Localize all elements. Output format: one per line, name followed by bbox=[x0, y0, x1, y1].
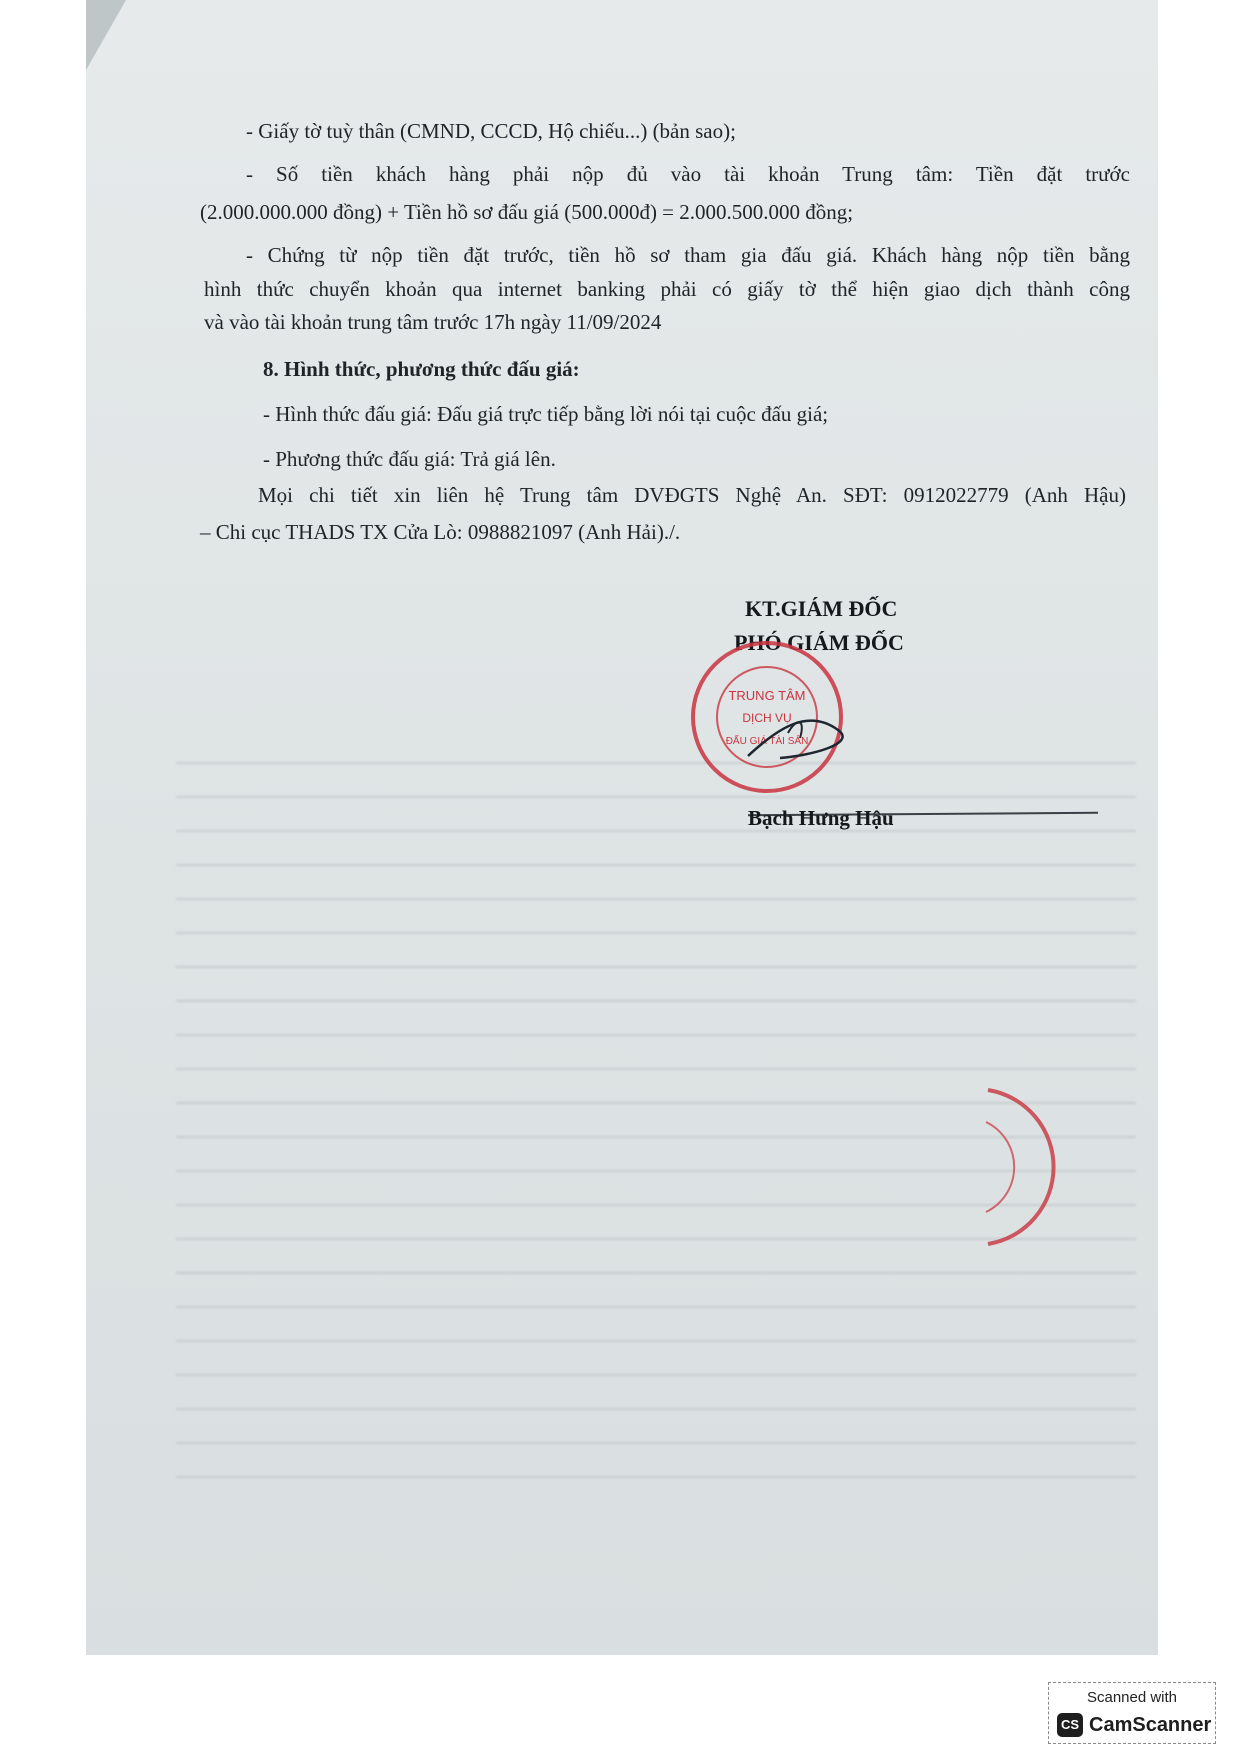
scanned-page bbox=[86, 0, 1158, 1655]
contact-line2: – Chi cục THADS TX Cửa Lò: 0988821097 (Anh Hải)./. bbox=[200, 520, 681, 544]
paragraph-deposit-line1: - Số tiền khách hàng phải nộp đủ vào tài khoản Trung tâm: Tiền đặt trước bbox=[246, 162, 1130, 186]
contact-line1: Mọi chi tiết xin liên hệ Trung tâm DVĐGTS Nghệ An. SĐT: 0912022779 (Anh Hậu) bbox=[258, 483, 1126, 507]
camscanner-badge bbox=[1048, 1682, 1216, 1744]
auction-form: - Hình thức đấu giá: Đấu giá trực tiếp bằng lời nói tại cuộc đấu giá; bbox=[263, 402, 829, 426]
paragraph-proof-line2: hình thức chuyển khoản qua internet banking phải có giấy tờ thể hiện giao dịch thành công bbox=[204, 277, 1130, 301]
badge-app-name: CamScanner bbox=[1089, 1714, 1212, 1736]
official-red-stamp bbox=[688, 638, 846, 796]
paragraph-proof-line1: - Chứng từ nộp tiền đặt trước, tiền hồ sơ tham gia đấu giá. Khách hàng nộp tiền bằng bbox=[246, 243, 1130, 267]
paragraph-id-documents: - Giấy tờ tuỳ thân (CMND, CCCD, Hộ chiếu...) (bản sao); bbox=[246, 119, 736, 143]
page-fold-shadow bbox=[86, 0, 126, 70]
signer-name: Bạch Hưng Hậu bbox=[748, 806, 894, 830]
paragraph-proof-line3: và vào tài khoản trung tâm trước 17h ngày 11/09/2024 bbox=[204, 310, 662, 334]
stamp-inner-line2: DỊCH VỤ bbox=[742, 711, 792, 725]
camscanner-logo-icon: CS bbox=[1057, 1713, 1083, 1737]
signature-title-deputy: PHÓ GIÁM ĐỐC bbox=[734, 630, 904, 655]
paragraph-deposit-line2: (2.000.000.000 đồng) + Tiền hồ sơ đấu giá (500.000đ) = 2.000.500.000 đồng; bbox=[200, 200, 854, 224]
stamp-inner-line1: TRUNG TÂM bbox=[728, 688, 806, 703]
partial-red-stamp bbox=[968, 1082, 1088, 1252]
badge-caption: Scanned with bbox=[1086, 1689, 1178, 1706]
signature-title-director: KT.GIÁM ĐỐC bbox=[745, 596, 898, 621]
auction-method: - Phương thức đấu giá: Trả giá lên. bbox=[263, 447, 556, 471]
section-8-heading: 8. Hình thức, phương thức đấu giá: bbox=[263, 357, 580, 381]
stamp-inner-line3: ĐẤU GIÁ TÀI SẢN bbox=[725, 736, 809, 747]
